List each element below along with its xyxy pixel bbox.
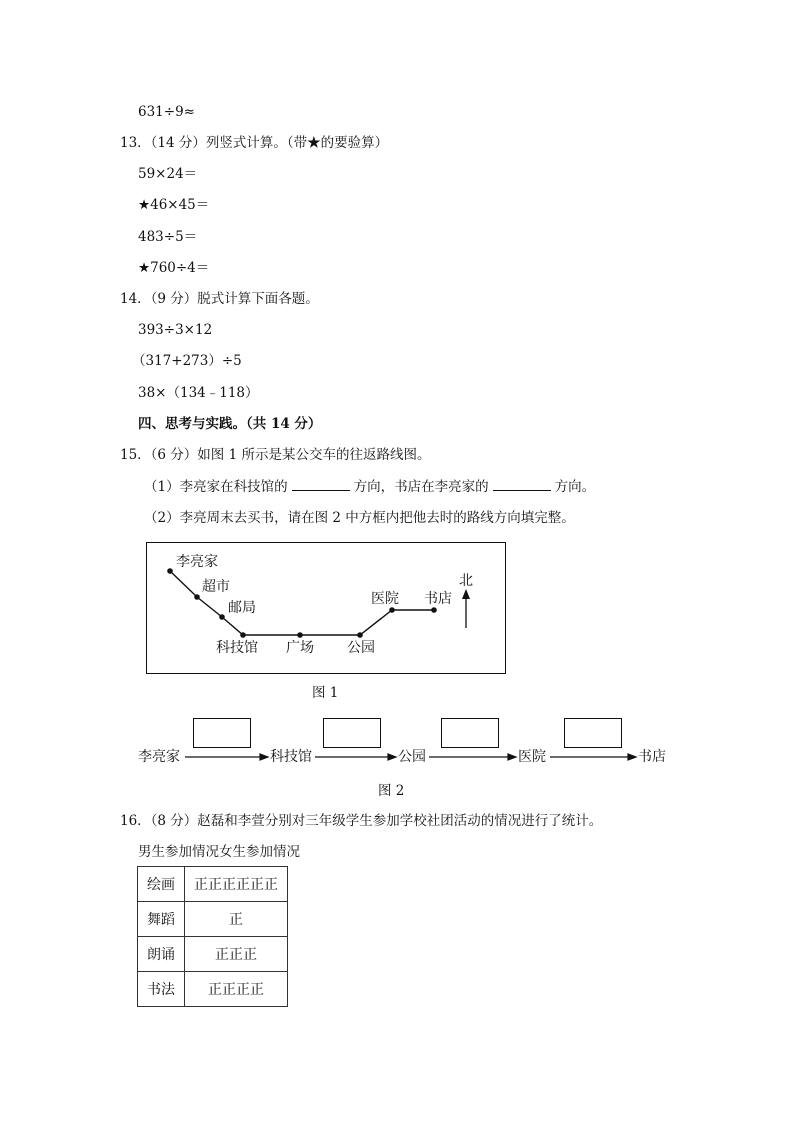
question-13-item-2: ★46×45＝ (138, 197, 210, 213)
activity-cell: 绘画 (138, 867, 185, 902)
stop-dot-home (167, 568, 173, 574)
tally-cell: 正 (185, 902, 288, 937)
flow-label-science-museum: 科技馆 (270, 749, 312, 765)
map-label-hospital: 医院 (371, 591, 399, 607)
tally-cell: 正正正正正正 (185, 867, 288, 902)
flow-label-bookstore: 书店 (638, 749, 666, 765)
direction-box-3[interactable] (441, 718, 499, 748)
map-label-science-museum: 科技馆 (216, 640, 258, 656)
question-14-item-2: （317+273）÷5 (132, 353, 242, 369)
map-label-park: 公园 (347, 640, 375, 656)
figure-1-caption: 图 1 (312, 685, 339, 701)
flow-label-park: 公园 (398, 749, 426, 765)
question-16-title: 16．（8 分）赵磊和李萱分别对三年级学生参加学校社团活动的情况进行了统计。 (120, 813, 603, 829)
question-15-title: 15．（6 分）如图 1 所示是某公交车的往返路线图。 (120, 447, 431, 463)
flow-label-hospital: 医院 (518, 749, 546, 765)
map-label-post-office: 邮局 (228, 600, 256, 616)
north-arrow-head-icon (462, 589, 470, 599)
tally-cell: 正正正 (185, 937, 288, 972)
question-13-item-4: ★760÷4＝ (138, 260, 210, 276)
map-label-home: 李亮家 (176, 554, 218, 570)
question-14-title: 14．（9 分）脱式计算下面各题。 (120, 291, 319, 307)
question-16-subtitle: 男生参加情况女生参加情况 (138, 844, 300, 860)
map-label-north: 北 (459, 573, 473, 589)
section-4-heading: 四、思考与实践。（共 14 分） (138, 416, 322, 432)
activity-cell: 朗诵 (138, 937, 185, 972)
question-13-title: 13．（14 分）列竖式计算。（带★的要验算） (120, 135, 389, 151)
stop-dot-hospital (389, 607, 395, 613)
stop-dot-bookstore (431, 607, 437, 613)
table-row (138, 937, 288, 972)
part-1-text-c: 方向。 (554, 479, 596, 495)
map-label-supermarket: 超市 (202, 579, 230, 595)
stop-dot-supermarket (194, 594, 200, 600)
flow-label-home: 李亮家 (138, 749, 180, 765)
table-row (138, 902, 288, 937)
question-14-item-1: 393÷3×12 (138, 322, 213, 338)
part-1-text-b: 方向，书店在李亮家的 (353, 479, 489, 495)
figure-2-caption: 图 2 (378, 783, 405, 799)
stop-dot-square (297, 632, 303, 638)
direction-box-4[interactable] (564, 718, 622, 748)
activity-cell: 书法 (138, 972, 185, 1007)
stop-dot-science-museum (240, 632, 246, 638)
stop-dot-post-office (219, 614, 225, 620)
direction-box-1[interactable] (193, 718, 251, 748)
map-label-bookstore: 书店 (424, 591, 452, 607)
question-15-part-2: （2）李亮周末去买书，请在图 2 中方框内把他去时的路线方向填完整。 (144, 510, 575, 526)
question-13-item-1: 59×24＝ (138, 166, 198, 182)
table-row (138, 972, 288, 1007)
table-row (138, 867, 288, 902)
question-13-item-3: 483÷5＝ (138, 229, 198, 245)
direction-box-2[interactable] (323, 718, 381, 748)
map-label-square: 广场 (286, 640, 314, 656)
part-1-text-a: （1）李亮家在科技馆的 (144, 479, 288, 495)
stop-dot-park (357, 632, 363, 638)
activity-cell: 舞蹈 (138, 902, 185, 937)
question-14-item-3: 38×（134﹣118） (138, 385, 259, 401)
tally-table (137, 866, 288, 1007)
equation-631-div-9: 631÷9≈ (138, 104, 195, 120)
tally-cell: 正正正正 (185, 972, 288, 1007)
